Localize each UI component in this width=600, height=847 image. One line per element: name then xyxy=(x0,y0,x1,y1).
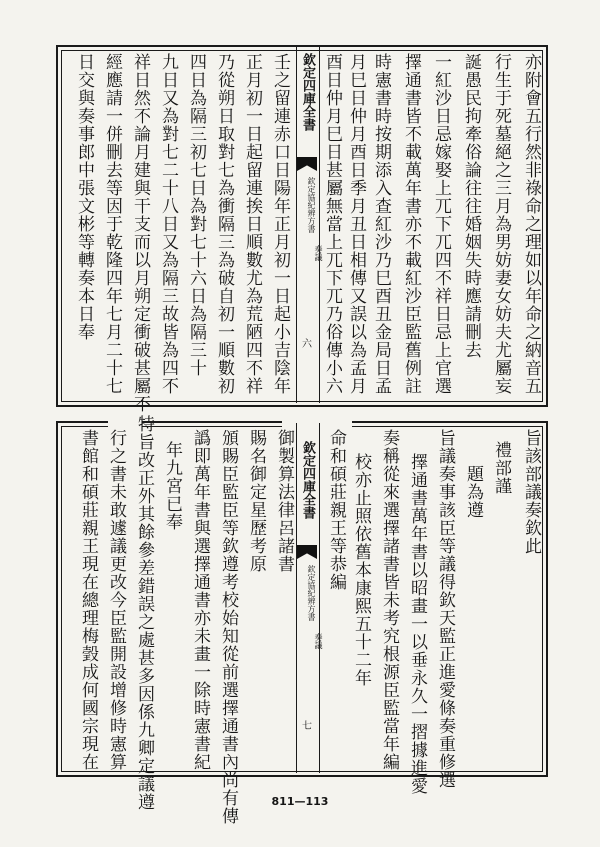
top-right-col-7: 月巳日仲月酉日季月丑日相傳又誤以為孟月 xyxy=(346,53,366,395)
top-right-col-2: 行生于死墓絕之三月為男妨妻女妨夫尤屬妄 xyxy=(491,53,511,395)
top-right-col-8: 酉日仲月巳日甚屬無當上兀下兀乃俗傳小六 xyxy=(322,53,342,395)
bottom-right-col-4: 旨議奏事該臣等議得欽天監正進愛條奏重修選 xyxy=(435,429,455,789)
top-left-col-5: 九日又為對七二十八日又為隔三故皆為四不 xyxy=(158,53,178,395)
top-left-col-3: 乃從朔日取對七為衝隔三為破自初一順數初 xyxy=(214,53,234,395)
top-right-col-5: 擇通書皆不載萬年書亦不載紅沙臣監舊例註 xyxy=(401,53,421,395)
bottom-right-col-2: 禮部謹 xyxy=(491,441,511,495)
top-band-title: 欽定四庫全書 xyxy=(300,53,315,131)
top-right-col-1: 亦附會五行然非祿命之理如以年命之納音五 xyxy=(521,53,541,395)
bottom-right-col-6: 奏稱從來選擇諸書皆未考究根源臣監當年編 xyxy=(379,429,399,771)
top-left-col-8: 日交與奏事郎中張文彬等轉奏本日奉 xyxy=(74,53,94,341)
bottom-center-col-2: 御製算法律呂諸書 xyxy=(274,429,294,573)
top-band-subtitle: 欽定協紀辨方書 xyxy=(307,177,316,233)
top-band-subtitle2: 奏議 xyxy=(314,245,323,261)
page-footer-number: 811—113 xyxy=(271,795,329,808)
bottom-left-col-5: 特旨改正外其餘參差錯誤之處甚多因係九卿定議遵 xyxy=(134,415,154,811)
bottom-left-col-7: 書館和碩莊親王現在總理梅瑴成何國宗現在 xyxy=(78,429,98,771)
bottom-band-page-number: 七 xyxy=(302,721,312,732)
top-right-col-6: 時憲書時按期添入查紅沙乃巳酉丑金局日孟 xyxy=(371,53,391,395)
top-right-col-4: 一紅沙日忌嫁娶上兀下兀四不祥日忌上官選 xyxy=(431,53,451,395)
top-right-col-3: 誕愚民拘牽俗論往往婚姻失時應請刪去 xyxy=(461,53,481,359)
top-left-col-6: 祥日然不論月建與干支而以月朔定衝破甚屬不 xyxy=(130,53,150,413)
bottom-right-col-3: 題為遵 xyxy=(463,465,483,519)
bottom-right-col-1: 旨該部議奏欽此 xyxy=(521,429,541,555)
top-band-page-number: 六 xyxy=(302,339,312,350)
top-left-col-7: 經應請一併刪去等因于乾隆四年七月二十七 xyxy=(102,53,122,395)
bottom-right-col-7: 校亦止照依舊本康熙五十二年 xyxy=(351,453,371,687)
bottom-band-subtitle: 欽定協紀辨方書 xyxy=(307,565,316,621)
top-left-col-1: 壬之留連赤口日陽年正月初一日起小吉陰年 xyxy=(270,53,290,395)
bottom-left-col-2: 頒賜臣監臣等欽遵考校始知從前選擇通書內尚有傳 xyxy=(218,429,238,825)
bottom-band-title: 欽定四庫全書 xyxy=(300,441,315,519)
bottom-left-col-1: 賜名御定星歷考原 xyxy=(246,429,266,573)
bottom-band-subtitle2: 奏議 xyxy=(314,633,323,649)
bottom-left-col-4: 年九宮已奉 xyxy=(162,441,182,531)
top-left-col-4: 四日為隔三初七日為對七十六日為隔三十 xyxy=(186,53,206,377)
bottom-right-col-5: 擇通書萬年書以昭畫一以垂永久一摺據進愛 xyxy=(407,453,427,795)
bottom-center-col-1: 命和碩莊親王等恭編 xyxy=(326,429,346,591)
bottom-left-col-6: 行之書未敢遽議更改今臣監開設增修時憲算 xyxy=(106,429,126,771)
bottom-left-col-3: 譌即萬年書與選擇通書亦未畫一除時憲書紀 xyxy=(190,429,210,771)
top-left-col-2: 正月初一日起留連挨日順數尤為荒陋四不祥 xyxy=(242,53,262,395)
